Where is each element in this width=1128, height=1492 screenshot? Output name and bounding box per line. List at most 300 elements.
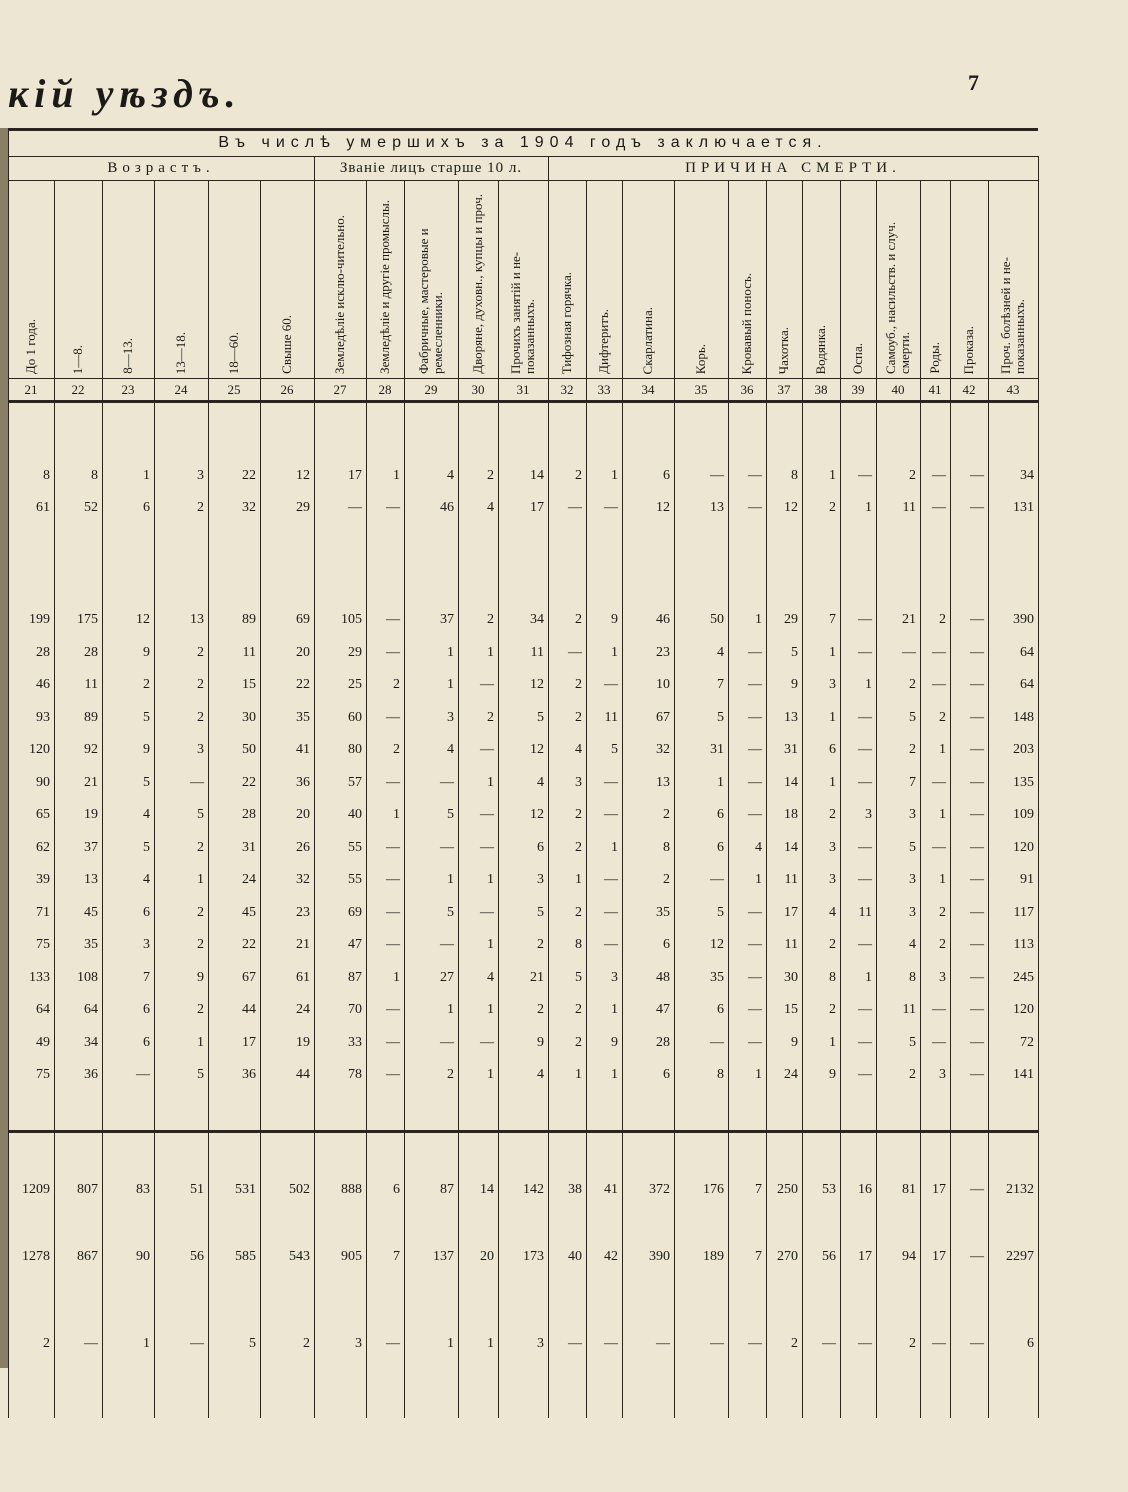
table-cell: 1 (755, 612, 762, 627)
table-cell: 1 (755, 872, 762, 887)
table-cell: 3 (537, 872, 544, 887)
table-cell: — (386, 937, 400, 952)
table-cell: 390 (649, 1249, 670, 1264)
table-cell: 14 (784, 774, 798, 790)
table-cell: 34 (530, 612, 544, 627)
table-cell: 5 (611, 742, 618, 757)
table-cell: 15 (242, 677, 256, 692)
table-cell: 10 (656, 677, 670, 692)
table-cell: 6 (143, 1002, 150, 1017)
table-cell: 1 (755, 1067, 762, 1082)
table-cell: 888 (341, 1182, 362, 1197)
table-cell: 1 (447, 1002, 454, 1017)
table-cell: 117 (1013, 904, 1034, 920)
table-cell: — (932, 839, 946, 855)
column-rule (728, 180, 729, 1418)
table-cell: 141 (1013, 1067, 1034, 1082)
table-cell: — (386, 500, 400, 515)
table-cell: 14 (530, 468, 544, 483)
table-cell: — (748, 468, 762, 483)
table-cell: 23 (296, 904, 310, 920)
table-cell: 1 (717, 774, 724, 790)
table-cell: 6 (1027, 1336, 1034, 1351)
table-cell: 3 (829, 872, 836, 887)
table-cell: 5 (909, 709, 916, 725)
table-cell: — (970, 612, 984, 627)
table-cell: 45 (242, 904, 256, 920)
table-cell: — (568, 1336, 582, 1351)
table-cell: 905 (341, 1249, 362, 1264)
table-cell: 3 (909, 904, 916, 920)
table-cell: 64 (36, 1002, 50, 1017)
table-cell: 11 (784, 872, 798, 887)
table-cell: — (748, 937, 762, 952)
table-cell: 51 (190, 1182, 204, 1197)
table-cell: 5 (447, 904, 454, 920)
table-cell: 35 (84, 937, 98, 952)
table-cell: 133 (29, 969, 50, 985)
table-cell: 108 (77, 969, 98, 985)
table-cell: 78 (348, 1067, 362, 1082)
column-header-label: Водянка. (813, 324, 828, 374)
table-cell: 131 (1013, 500, 1034, 515)
table-row (8, 1330, 1038, 1358)
table-cell: 6 (829, 742, 836, 757)
table-cell: 9 (611, 1034, 618, 1050)
table-cell: 36 (242, 1067, 256, 1082)
table-cell: — (822, 1336, 836, 1351)
table-cell: 89 (242, 612, 256, 627)
table-cell: 24 (242, 872, 256, 887)
column-header-label: Дворяне, духовн., купцы и проч. (470, 194, 485, 374)
column-rule (1038, 156, 1039, 1418)
table-cell: 25 (348, 677, 362, 692)
table-cell: 8 (829, 969, 836, 985)
table-cell: — (710, 1034, 724, 1050)
table-cell: 17 (932, 1182, 946, 1197)
table-cell: — (858, 644, 872, 660)
table-cell: 33 (348, 1034, 362, 1050)
table-cell: 42 (604, 1249, 618, 1264)
table-cell: 1 (447, 644, 454, 660)
column-header-label: Корь. (693, 343, 708, 374)
table-row (8, 1061, 1038, 1089)
table-cell: — (858, 1034, 872, 1050)
table-cell: 4 (717, 644, 724, 660)
table-cell: 2 (393, 742, 400, 757)
column-header (988, 184, 1038, 374)
table-cell: — (970, 742, 984, 757)
table-cell: 35 (710, 969, 724, 985)
column-header-label: 13—18. (173, 331, 188, 374)
table-cell: 3 (909, 807, 916, 822)
table-cell: 32 (296, 872, 310, 887)
table-cell: 87 (348, 969, 362, 985)
table-cell: 7 (393, 1249, 400, 1264)
table-cell: 5 (447, 807, 454, 822)
column-rule (404, 180, 405, 1418)
table-cell: 175 (77, 612, 98, 627)
table-cell: — (604, 904, 618, 920)
table-cell: — (858, 774, 872, 790)
table-cell: 2 (909, 677, 916, 692)
table-cell: 35 (296, 709, 310, 725)
column-header-label: Дифтеритъ. (596, 309, 611, 374)
table-cell: 1 (143, 1336, 150, 1351)
table-cell: — (710, 872, 724, 887)
table-cell: 6 (537, 839, 544, 855)
table-cell: 22 (242, 468, 256, 483)
table-cell: 22 (296, 677, 310, 692)
table-cell: 12 (296, 468, 310, 483)
table-cell: — (932, 774, 946, 790)
column-rule (54, 180, 55, 1418)
table-cell: 34 (84, 1034, 98, 1050)
column-number: 27 (333, 382, 347, 397)
table-cell: 19 (84, 807, 98, 822)
table-cell: — (748, 1336, 762, 1351)
table-cell: — (748, 1002, 762, 1017)
table-cell: 62 (36, 839, 50, 855)
table-cell: — (858, 709, 872, 725)
table-cell: 1 (865, 677, 872, 692)
table-cell: 5 (143, 774, 150, 790)
table-cell: 2 (575, 612, 582, 627)
table-cell: — (970, 1067, 984, 1082)
table-cell: 40 (568, 1249, 582, 1264)
column-number: 28 (378, 382, 392, 397)
table-cell: 7 (829, 612, 836, 627)
column-number: 43 (1006, 382, 1020, 397)
table-cell: — (386, 904, 400, 920)
table-cell: — (480, 839, 494, 855)
table-cell: 2 (487, 612, 494, 627)
table-cell: 1 (487, 774, 494, 790)
table-cell: 3 (143, 937, 150, 952)
table-cell: 50 (710, 612, 724, 627)
table-cell: 2 (575, 709, 582, 725)
table-cell: 5 (537, 904, 544, 920)
table-cell: 4 (755, 839, 762, 855)
table-cell: 90 (136, 1249, 150, 1264)
table-cell: 2 (197, 937, 204, 952)
table-row (8, 1029, 1038, 1057)
column-header (802, 184, 840, 374)
table-cell: 19 (296, 1034, 310, 1050)
column-header-label: 18—60. (226, 331, 241, 374)
table-cell: — (970, 677, 984, 692)
table-cell: 2 (447, 1067, 454, 1082)
table-cell: 250 (777, 1182, 798, 1197)
table-cell: 1 (487, 872, 494, 887)
table-cell: 1 (829, 644, 836, 660)
table-cell: 17 (242, 1034, 256, 1050)
table-cell: 2 (575, 1034, 582, 1050)
table-row (8, 769, 1038, 797)
table-cell: — (902, 644, 916, 660)
column-rule (876, 180, 877, 1418)
table-cell: 137 (433, 1249, 454, 1264)
table-cell: — (568, 500, 582, 515)
table-cell: 4 (143, 872, 150, 887)
table-cell: 2 (197, 709, 204, 725)
table-cell: 65 (36, 807, 50, 822)
table-cell: 61 (36, 500, 50, 515)
column-header (366, 184, 404, 374)
table-cell: — (932, 644, 946, 660)
table-cell: 3 (197, 742, 204, 757)
table-cell: 22 (242, 774, 256, 790)
table-cell: 5 (717, 904, 724, 920)
table-row (8, 964, 1038, 992)
table-cell: 29 (296, 500, 310, 515)
table-cell: 120 (29, 742, 50, 757)
table-row (8, 834, 1038, 862)
column-number: 22 (71, 382, 85, 397)
table-cell: 6 (717, 839, 724, 855)
table-cell: 2 (197, 839, 204, 855)
table-cell: 13 (784, 709, 798, 725)
table-cell: 13 (710, 500, 724, 515)
table-cell: 94 (902, 1249, 916, 1264)
table-cell: 7 (717, 677, 724, 692)
table-cell: 807 (77, 1182, 98, 1197)
table-cell: 2132 (1006, 1182, 1034, 1197)
table-cell: — (748, 807, 762, 822)
table-cell: 53 (822, 1182, 836, 1197)
table-cell: — (970, 1249, 984, 1264)
table-cell: 34 (1020, 468, 1034, 483)
table-cell: 21 (902, 612, 916, 627)
table-cell: — (858, 937, 872, 952)
binding-edge (0, 128, 8, 1368)
column-number: 37 (777, 382, 791, 397)
table-cell: — (386, 1067, 400, 1082)
table-cell: — (568, 644, 582, 660)
table-cell: — (858, 1002, 872, 1017)
column-number: 24 (174, 382, 188, 397)
table-cell: 2 (575, 1002, 582, 1017)
table-cell: 2 (575, 904, 582, 920)
table-cell: 5 (143, 709, 150, 725)
column-header-label: Проч. болѣзней и не-показанныхъ. (998, 257, 1027, 374)
totals-rule (8, 1130, 1038, 1133)
table-cell: 5 (717, 709, 724, 725)
table-cell: 2 (939, 612, 946, 627)
column-number: 42 (962, 382, 976, 397)
table-cell: 2 (909, 468, 916, 483)
column-header (622, 184, 674, 374)
table-cell: 37 (440, 612, 454, 627)
column-number: 25 (227, 382, 241, 397)
table-cell: — (970, 468, 984, 483)
table-cell: 1 (939, 807, 946, 822)
table-cell: 21 (296, 937, 310, 952)
table-cell: 1 (939, 742, 946, 757)
table-cell: 11 (858, 904, 872, 920)
table-cell: 3 (611, 969, 618, 985)
table-cell: 5 (249, 1336, 256, 1351)
table-row (8, 494, 1038, 522)
table-cell: 2 (909, 742, 916, 757)
table-cell: 27 (440, 969, 454, 985)
table-cell: 15 (784, 1002, 798, 1017)
table-cell: 9 (611, 612, 618, 627)
column-header (840, 184, 876, 374)
column-rule (766, 180, 767, 1418)
table-cell: — (386, 1002, 400, 1017)
table-cell: 14 (480, 1182, 494, 1197)
table-cell: 5 (575, 969, 582, 985)
table-cell: 37 (84, 839, 98, 855)
table-cell: 6 (663, 468, 670, 483)
column-number: 29 (424, 382, 438, 397)
column-header (154, 184, 208, 374)
table-cell: 2 (537, 1002, 544, 1017)
table-cell: — (604, 1336, 618, 1351)
table-cell: 20 (296, 807, 310, 822)
table-cell: — (604, 677, 618, 692)
table-cell: 56 (190, 1249, 204, 1264)
table-cell: 8 (909, 969, 916, 985)
column-header-label: Чахотка. (776, 326, 791, 374)
table-cell: 1 (447, 1336, 454, 1351)
table-cell: 3 (909, 872, 916, 887)
table-cell: 120 (1013, 839, 1034, 855)
column-header (260, 184, 314, 374)
table-cell: 2 (197, 1002, 204, 1017)
column-header (950, 184, 988, 374)
table-cell: 55 (348, 872, 362, 887)
column-rule (102, 180, 103, 1418)
table-cell: — (710, 1336, 724, 1351)
table-cell: 11 (604, 709, 618, 725)
column-number: 40 (891, 382, 905, 397)
table-cell: 17 (932, 1249, 946, 1264)
column-header (674, 184, 728, 374)
table-cell: 1 (575, 1067, 582, 1082)
column-header (458, 184, 498, 374)
table-cell: 2 (663, 872, 670, 887)
table-cell: 17 (530, 500, 544, 515)
table-cell: 3 (939, 969, 946, 985)
table-cell: — (656, 1336, 670, 1351)
table-cell: — (386, 872, 400, 887)
table-cell: 28 (36, 644, 50, 660)
table-cell: 2 (537, 937, 544, 952)
table-cell: — (748, 904, 762, 920)
column-header-label: Оспа. (850, 342, 865, 374)
column-header-label: Свыше 60. (279, 315, 294, 374)
table-cell: — (480, 1034, 494, 1050)
table-cell: 24 (784, 1067, 798, 1082)
table-cell: 40 (348, 807, 362, 822)
table-cell: 105 (341, 612, 362, 627)
table-cell: 3 (355, 1336, 362, 1351)
table-cell: 9 (791, 1034, 798, 1050)
table-cell: 6 (717, 807, 724, 822)
table-cell: — (440, 774, 454, 790)
table-cell: 3 (197, 468, 204, 483)
column-number: 23 (121, 382, 135, 397)
table-cell: 11 (902, 500, 916, 515)
table-cell: — (748, 742, 762, 757)
table-cell: 6 (143, 1034, 150, 1050)
table-cell: 4 (143, 807, 150, 822)
table-row (8, 736, 1038, 764)
column-header (208, 184, 260, 374)
table-cell: 12 (530, 807, 544, 822)
column-number: 30 (471, 382, 485, 397)
table-cell: 12 (710, 937, 724, 952)
table-cell: 92 (84, 742, 98, 757)
table-cell: — (386, 839, 400, 855)
table-cell: 17 (784, 904, 798, 920)
table-cell: — (386, 1034, 400, 1050)
table-cell: 2297 (1006, 1249, 1034, 1264)
column-header (766, 184, 802, 374)
table-cell: 4 (487, 500, 494, 515)
column-header (586, 184, 622, 374)
column-rule (154, 180, 155, 1418)
table-cell: 4 (829, 904, 836, 920)
table-cell: 8 (717, 1067, 724, 1082)
table-cell: 4 (487, 969, 494, 985)
group-rank: Званіе лицъ старше 10 л. (339, 160, 523, 176)
table-cell: 7 (755, 1249, 762, 1264)
table-cell: 14 (784, 839, 798, 855)
table-cell: 7 (143, 969, 150, 985)
table-cell: 531 (235, 1182, 256, 1197)
table-cell: 64 (84, 1002, 98, 1017)
column-rule (548, 156, 549, 1418)
table-cell: — (480, 904, 494, 920)
table-cell: 6 (393, 1182, 400, 1197)
table-cell: 30 (242, 709, 256, 725)
table-cell: 1209 (22, 1182, 50, 1197)
table-cell: 60 (348, 709, 362, 725)
table-cell: 28 (84, 644, 98, 660)
table-cell: 22 (242, 937, 256, 952)
table-cell: — (348, 500, 362, 515)
table-cell: 1 (575, 872, 582, 887)
table-cell: — (970, 774, 984, 790)
table-cell: 11 (84, 677, 98, 692)
table-cell: 17 (348, 468, 362, 483)
table-cell: 91 (1020, 872, 1034, 887)
table-cell: 45 (84, 904, 98, 920)
page-title: кій уѣздъ. (8, 71, 242, 116)
table-cell: 6 (663, 937, 670, 952)
table-cell: — (932, 1336, 946, 1351)
table-cell: 72 (1020, 1034, 1034, 1050)
column-header-label: Скарлатина. (640, 306, 655, 374)
table-cell: 1 (393, 969, 400, 985)
table-cell: — (440, 937, 454, 952)
table-cell: — (748, 1034, 762, 1050)
table-cell: 55 (348, 839, 362, 855)
table-cell: 2 (393, 677, 400, 692)
table-cell: — (970, 709, 984, 725)
table-cell: 49 (36, 1034, 50, 1050)
column-header-label: Земледѣліе исклю-чительно. (332, 214, 347, 374)
table-cell: — (970, 1034, 984, 1050)
table-cell: 2 (663, 807, 670, 822)
table-cell: — (970, 1002, 984, 1017)
table-cell: 69 (348, 904, 362, 920)
table-cell: 1 (197, 872, 204, 887)
table-cell: 93 (36, 709, 50, 725)
